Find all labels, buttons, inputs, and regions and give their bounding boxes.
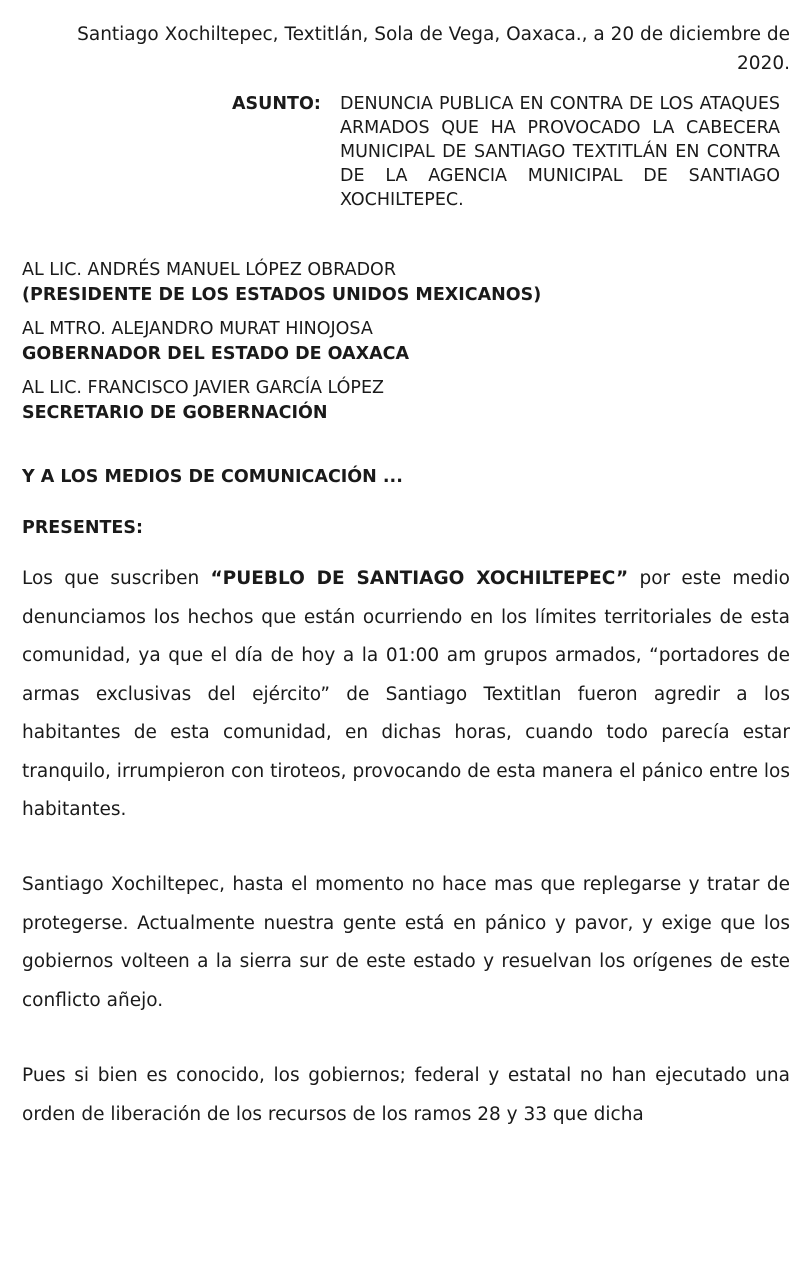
media-line: Y A LOS MEDIOS DE COMUNICACIÓN ... xyxy=(22,467,403,487)
subject-label: ASUNTO: xyxy=(232,94,321,114)
recipient-name: AL LIC. FRANCISCO JAVIER GARCÍA LÓPEZ xyxy=(22,378,385,398)
subject-block xyxy=(232,92,780,212)
salutation: PRESENTES: xyxy=(22,518,143,538)
body-paragraph-1 xyxy=(22,560,790,830)
recipient-role: GOBERNADOR DEL ESTADO DE OAXACA xyxy=(22,344,410,364)
recipient-name: AL LIC. ANDRÉS MANUEL LÓPEZ OBRADOR xyxy=(22,260,396,280)
recipients-list xyxy=(22,258,782,435)
recipient-secretary xyxy=(22,376,782,426)
recipient-governor xyxy=(22,317,782,367)
recipient-president xyxy=(22,258,782,308)
paragraph-text: Los que suscriben xyxy=(22,568,211,589)
recipient-role: (PRESIDENTE DE LOS ESTADOS UNIDOS MEXICANOS) xyxy=(22,285,542,305)
recipient-name: AL MTRO. ALEJANDRO MURAT HINOJOSA xyxy=(22,319,373,339)
recipient-role: SECRETARIO DE GOBERNACIÓN xyxy=(22,403,328,423)
paragraph-text: por este medio denunciamos los hechos que están ocurriendo en los límites territoriales de esta comunidad, ya que el día de hoy a la 01:00 am grupos armados, “portadores de armas exclusivas del ejército” de Santiago Textitlan fueron agredir a los habitantes de esta comunidad, en dichas horas, cuando todo parecía estar tranquilo, irrumpieron con tiroteos, provocando de esta manera el pánico entre los habitantes. xyxy=(22,568,790,820)
community-name: “PUEBLO DE SANTIAGO XOCHILTEPEC” xyxy=(210,568,629,589)
subject-text: DENUNCIA PUBLICA EN CONTRA DE LOS ATAQUES ARMADOS QUE HA PROVOCADO LA CABECERA MUNICIPAL DE SANTIAGO TEXTITLÁN EN CONTRA DE LA AGENCIA MUNICIPAL DE SANTIAGO XOCHILTEPEC. xyxy=(340,94,780,210)
body-paragraph-3: Pues si bien es conocido, los gobiernos; federal y estatal no han ejecutado una orden de liberación de los recursos de los ramos 28 y 33 que dicha xyxy=(22,1065,790,1125)
body-paragraph-2: Santiago Xochiltepec, hasta el momento no hace mas que replegarse y tratar de protegerse. Actualmente nuestra gente está en pánico y pavor, y exige que los gobiernos volteen a la sierra sur de este estado y resuelvan los orígenes de este conflicto añejo. xyxy=(22,874,790,1011)
date-line: Santiago Xochiltepec, Textitlán, Sola de Vega, Oaxaca., a 20 de diciembre de 2020. xyxy=(77,24,790,74)
